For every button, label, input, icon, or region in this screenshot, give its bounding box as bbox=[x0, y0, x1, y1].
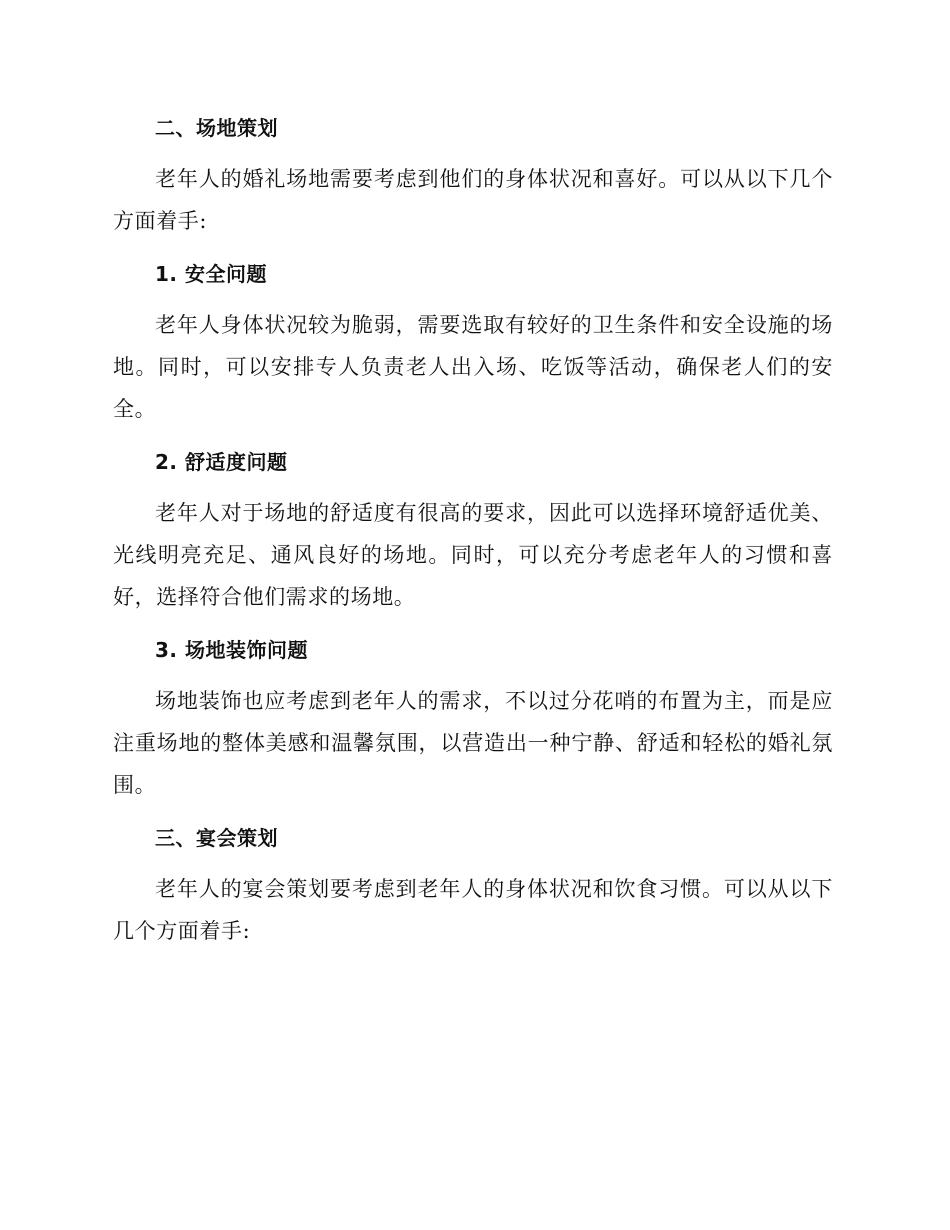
subheading-comfort: 2. 舒适度问题 bbox=[155, 450, 288, 474]
section-heading-banquet-planning: 三、宴会策划 bbox=[155, 826, 278, 850]
subheading-decoration: 3. 场地装饰问题 bbox=[155, 638, 308, 662]
paragraph-safety: 老年人身体状况较为脆弱，需要选取有较好的卫生条件和安全设施的场地。同时，可以安排专人负责老人出入场、吃饭等活动，确保老人们的安全。 bbox=[113, 313, 833, 421]
document-body bbox=[113, 108, 833, 964]
section-heading-venue-planning: 二、场地策划 bbox=[155, 116, 278, 140]
paragraph-decoration: 场地装饰也应考虑到老年人的需求，不以过分花哨的布置为主，而是应注重场地的整体美感和温馨氛围，以营造出一种宁静、舒适和轻松的婚礼氛围。 bbox=[113, 689, 833, 797]
subheading-safety: 1. 安全问题 bbox=[155, 262, 267, 286]
paragraph-venue-intro: 老年人的婚礼场地需要考虑到他们的身体状况和喜好。可以从以下几个方面着手: bbox=[113, 167, 833, 233]
paragraph-banquet-intro: 老年人的宴会策划要考虑到老年人的身体状况和饮食习惯。可以从以下几个方面着手: bbox=[113, 877, 833, 943]
paragraph-comfort: 老年人对于场地的舒适度有很高的要求，因此可以选择环境舒适优美、光线明亮充足、通风良好的场地。同时，可以充分考虑老年人的习惯和喜好，选择符合他们需求的场地。 bbox=[113, 501, 833, 609]
